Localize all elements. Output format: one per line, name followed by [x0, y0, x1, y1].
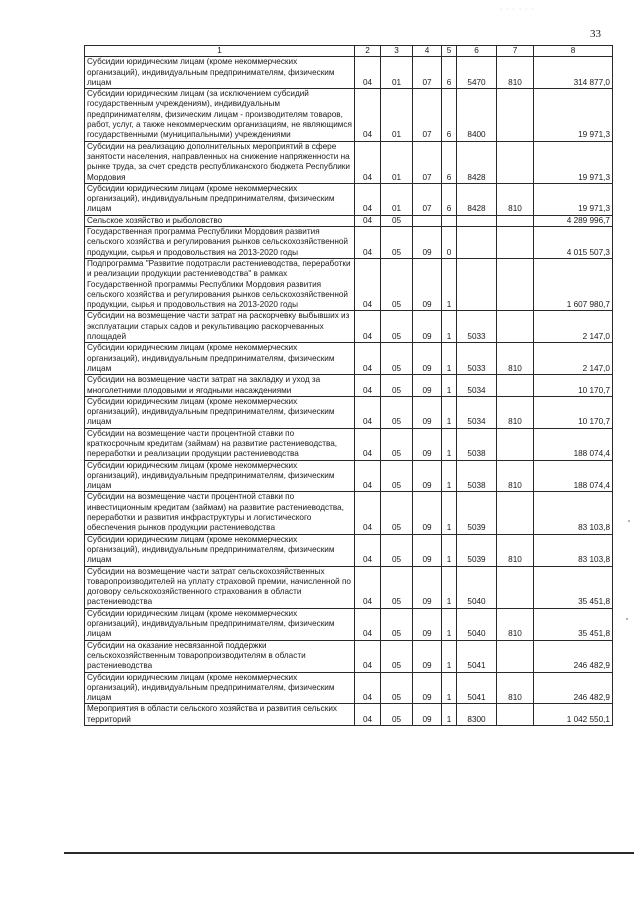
subprogram-code-cell: 6 [442, 141, 457, 183]
section-code-cell: 04 [355, 311, 381, 343]
amount-cell: 10 170,7 [534, 375, 613, 397]
subprogram-code-cell: 1 [442, 343, 457, 375]
expense-type-cell: 810 [497, 460, 534, 492]
expense-type-cell [497, 428, 534, 460]
subprogram-code-cell: 1 [442, 534, 457, 566]
section-code-cell: 04 [355, 343, 381, 375]
header-cell: 8 [534, 46, 613, 57]
header-cell: 2 [355, 46, 381, 57]
row-name-cell: Субсидии юридическим лицам (кроме некоммерческих организаций), индивидуальным предпринимателям, физическим лицам [85, 672, 355, 704]
table-row [85, 460, 613, 492]
table-row [85, 566, 613, 608]
expense-type-cell [497, 704, 534, 726]
row-name-cell: Субсидии юридическим лицам (кроме некоммерческих организаций), индивидуальным предпринимателям, физическим лицам [85, 396, 355, 428]
subsection-code-cell: 05 [381, 608, 413, 640]
section-code-cell: 04 [355, 566, 381, 608]
subsection-code-cell: 05 [381, 311, 413, 343]
target-code-cell: 5033 [457, 343, 497, 375]
row-name-cell: Субсидии юридическим лицам (кроме некоммерческих организаций), индивидуальным предпринимателям, физическим лицам [85, 343, 355, 375]
section-code-cell: 04 [355, 183, 381, 215]
expense-type-cell [497, 640, 534, 672]
target-code-cell: 5038 [457, 428, 497, 460]
program-code-cell: 07 [413, 57, 442, 89]
subsection-code-cell: 05 [381, 215, 413, 226]
program-code-cell: 09 [413, 311, 442, 343]
table-row [85, 57, 613, 89]
table-row [85, 89, 613, 141]
expense-type-cell: 810 [497, 396, 534, 428]
table-row [85, 258, 613, 310]
program-code-cell: 09 [413, 396, 442, 428]
program-code-cell: 09 [413, 375, 442, 397]
target-code-cell [457, 215, 497, 226]
header-cell: 7 [497, 46, 534, 57]
section-code-cell: 04 [355, 672, 381, 704]
program-code-cell: 07 [413, 141, 442, 183]
program-code-cell: 09 [413, 343, 442, 375]
target-code-cell: 8300 [457, 704, 497, 726]
header-cell: 3 [381, 46, 413, 57]
row-name-cell: Субсидии на возмещение части затрат сельскохозяйственных товаропроизводителей на уплату страховой премии, начисленной по договору сельскохозяйственного страхования в области растениеводства [85, 566, 355, 608]
row-name-cell: Субсидии юридическим лицам (кроме некоммерческих организаций), индивидуальным предпринимателям, физическим лицам [85, 534, 355, 566]
row-name-cell: Субсидии на реализацию дополнительных мероприятий в сфере занятости населения, направленных на снижение напряженности на рынке труда, за счет средств республиканского бюджета Республики Мордовия [85, 141, 355, 183]
subprogram-code-cell: 1 [442, 396, 457, 428]
amount-cell: 83 103,8 [534, 534, 613, 566]
program-code-cell: 09 [413, 534, 442, 566]
table-row [85, 672, 613, 704]
section-code-cell: 04 [355, 215, 381, 226]
section-code-cell: 04 [355, 258, 381, 310]
subprogram-code-cell: 1 [442, 258, 457, 310]
expense-type-cell [497, 215, 534, 226]
program-code-cell: 09 [413, 566, 442, 608]
subprogram-code-cell: 1 [442, 608, 457, 640]
amount-cell: 188 074,4 [534, 428, 613, 460]
program-code-cell: 09 [413, 258, 442, 310]
scan-dot [626, 618, 628, 620]
section-code-cell: 04 [355, 534, 381, 566]
table-body [85, 57, 613, 726]
subprogram-code-cell: 6 [442, 57, 457, 89]
table-row [85, 534, 613, 566]
row-name-cell: Субсидии юридическим лицам (кроме некоммерческих организаций), индивидуальным предпринимателям, физическим лицам [85, 608, 355, 640]
budget-table [84, 45, 613, 726]
amount-cell: 188 074,4 [534, 460, 613, 492]
expense-type-cell: 810 [497, 608, 534, 640]
table-row [85, 311, 613, 343]
table-row [85, 492, 613, 534]
subsection-code-cell: 05 [381, 258, 413, 310]
amount-cell: 19 971,3 [534, 183, 613, 215]
expense-type-cell [497, 375, 534, 397]
subsection-code-cell: 05 [381, 640, 413, 672]
section-code-cell: 04 [355, 89, 381, 141]
amount-cell: 35 451,8 [534, 566, 613, 608]
program-code-cell: 09 [413, 460, 442, 492]
subprogram-code-cell: 1 [442, 311, 457, 343]
table-header-row [85, 46, 613, 57]
program-code-cell: 09 [413, 672, 442, 704]
subsection-code-cell: 05 [381, 672, 413, 704]
row-name-cell: Субсидии юридическим лицам (кроме некоммерческих организаций), индивидуальным предпринимателям, физическим лицам [85, 460, 355, 492]
subsection-code-cell: 05 [381, 492, 413, 534]
header-cell: 1 [85, 46, 355, 57]
row-name-cell: Субсидии на возмещение части процентной ставки по краткосрочным кредитам (займам) на развитие растениеводства, переработки и реализации продукции растениеводства [85, 428, 355, 460]
subprogram-code-cell: 1 [442, 492, 457, 534]
subsection-code-cell: 05 [381, 375, 413, 397]
subsection-code-cell: 05 [381, 566, 413, 608]
table-row [85, 141, 613, 183]
program-code-cell: 09 [413, 608, 442, 640]
subsection-code-cell: 01 [381, 57, 413, 89]
subsection-code-cell: 05 [381, 227, 413, 259]
section-code-cell: 04 [355, 608, 381, 640]
row-name-cell: Субсидии на возмещение части затрат на закладку и уход за многолетними плодовыми и ягодными насаждениями [85, 375, 355, 397]
subprogram-code-cell: 1 [442, 428, 457, 460]
target-code-cell: 8428 [457, 183, 497, 215]
target-code-cell [457, 258, 497, 310]
target-code-cell: 5041 [457, 640, 497, 672]
subsection-code-cell: 01 [381, 141, 413, 183]
subsection-code-cell: 05 [381, 534, 413, 566]
subprogram-code-cell: 1 [442, 672, 457, 704]
row-name-cell: Государственная программа Республики Мордовия развития сельского хозяйства и регулирования рынков сельскохозяйственной продукции, сырья и продовольствия на 2013-2020 годы [85, 227, 355, 259]
amount-cell: 83 103,8 [534, 492, 613, 534]
subprogram-code-cell: 1 [442, 460, 457, 492]
subsection-code-cell: 05 [381, 460, 413, 492]
subsection-code-cell: 05 [381, 343, 413, 375]
expense-type-cell: 810 [497, 343, 534, 375]
subprogram-code-cell: 6 [442, 183, 457, 215]
subsection-code-cell: 01 [381, 183, 413, 215]
program-code-cell: 09 [413, 428, 442, 460]
subprogram-code-cell [442, 215, 457, 226]
subprogram-code-cell: 1 [442, 566, 457, 608]
subsection-code-cell: 05 [381, 704, 413, 726]
table-row [85, 428, 613, 460]
amount-cell: 246 482,9 [534, 640, 613, 672]
section-code-cell: 04 [355, 460, 381, 492]
target-code-cell: 8400 [457, 89, 497, 141]
subsection-code-cell: 05 [381, 428, 413, 460]
amount-cell: 19 971,3 [534, 141, 613, 183]
target-code-cell: 5033 [457, 311, 497, 343]
target-code-cell [457, 227, 497, 259]
section-code-cell: 04 [355, 492, 381, 534]
section-code-cell: 04 [355, 227, 381, 259]
table-row [85, 608, 613, 640]
section-code-cell: 04 [355, 396, 381, 428]
subsection-code-cell: 05 [381, 396, 413, 428]
subprogram-code-cell: 1 [442, 640, 457, 672]
program-code-cell: 09 [413, 704, 442, 726]
subprogram-code-cell: 0 [442, 227, 457, 259]
table-row [85, 375, 613, 397]
row-name-cell: Субсидии на оказание несвязанной поддержки сельскохозяйственным товаропроизводителям в области растениеводства [85, 640, 355, 672]
target-code-cell: 5034 [457, 375, 497, 397]
subprogram-code-cell: 1 [442, 375, 457, 397]
row-name-cell: Субсидии на возмещение части затрат на раскорчевку выбывших из эксплуатации старых садов и рекультивацию раскорчеванных площадей [85, 311, 355, 343]
program-code-cell: 07 [413, 183, 442, 215]
expense-type-cell [497, 141, 534, 183]
row-name-cell: Мероприятия в области сельского хозяйства и развития сельских территорий [85, 704, 355, 726]
header-cell: 4 [413, 46, 442, 57]
expense-type-cell: 810 [497, 534, 534, 566]
amount-cell: 4 289 996,7 [534, 215, 613, 226]
table-row [85, 183, 613, 215]
row-name-cell: Подпрограмма "Развитие подотрасли растениеводства, переработки и реализации продукции растениеводства" в рамках Государственной программы Республики Мордовия развития сельского хозяйства и регулирования рынков сельскохозяйственной продукции, сырья и продовольствия на 2013-2020 годы [85, 258, 355, 310]
section-code-cell: 04 [355, 640, 381, 672]
amount-cell: 246 482,9 [534, 672, 613, 704]
page-number: 33 [590, 28, 601, 40]
program-code-cell: 09 [413, 492, 442, 534]
program-code-cell: 09 [413, 640, 442, 672]
row-name-cell: Субсидии юридическим лицам (кроме некоммерческих организаций), индивидуальным предпринимателям, физическим лицам [85, 183, 355, 215]
amount-cell: 2 147,0 [534, 343, 613, 375]
amount-cell: 4 015 507,3 [534, 227, 613, 259]
scan-dot [628, 520, 630, 522]
section-code-cell: 04 [355, 375, 381, 397]
amount-cell: 10 170,7 [534, 396, 613, 428]
row-name-cell: Сельское хозяйство и рыболовство [85, 215, 355, 226]
target-code-cell: 8428 [457, 141, 497, 183]
row-name-cell: Субсидии на возмещение части процентной ставки по инвестиционным кредитам (займам) на развитие растениеводства, переработки и развития инфраструктуры и логистического обеспечения рынков продукции растениеводства [85, 492, 355, 534]
table-row [85, 640, 613, 672]
scan-marks: · · · · · · [500, 6, 535, 13]
table-row [85, 704, 613, 726]
expense-type-cell [497, 492, 534, 534]
target-code-cell: 5034 [457, 396, 497, 428]
expense-type-cell [497, 89, 534, 141]
target-code-cell: 5038 [457, 460, 497, 492]
expense-type-cell [497, 227, 534, 259]
table-row [85, 343, 613, 375]
target-code-cell: 5041 [457, 672, 497, 704]
row-name-cell: Субсидии юридическим лицам (кроме некоммерческих организаций), индивидуальным предпринимателям, физическим лицам [85, 57, 355, 89]
table-row [85, 227, 613, 259]
amount-cell: 2 147,0 [534, 311, 613, 343]
expense-type-cell: 810 [497, 672, 534, 704]
table-row [85, 396, 613, 428]
section-code-cell: 04 [355, 141, 381, 183]
amount-cell: 35 451,8 [534, 608, 613, 640]
target-code-cell: 5470 [457, 57, 497, 89]
section-code-cell: 04 [355, 704, 381, 726]
program-code-cell: 09 [413, 227, 442, 259]
section-code-cell: 04 [355, 57, 381, 89]
target-code-cell: 5040 [457, 566, 497, 608]
expense-type-cell [497, 258, 534, 310]
row-name-cell: Субсидии юридическим лицам (за исключением субсидий государственным учреждениям), индивидуальным предпринимателям, физическим лицам - производителям товаров, работ, услуг, а также некоммерческим организациям, не являющимся государственными (муниципальными) учреждениями [85, 89, 355, 141]
subsection-code-cell: 01 [381, 89, 413, 141]
target-code-cell: 5039 [457, 534, 497, 566]
table-row [85, 215, 613, 226]
amount-cell: 314 877,0 [534, 57, 613, 89]
expense-type-cell: 810 [497, 183, 534, 215]
amount-cell: 1 607 980,7 [534, 258, 613, 310]
subprogram-code-cell: 6 [442, 89, 457, 141]
expense-type-cell: 810 [497, 57, 534, 89]
expense-type-cell [497, 566, 534, 608]
header-cell: 5 [442, 46, 457, 57]
amount-cell: 1 042 550,1 [534, 704, 613, 726]
target-code-cell: 5039 [457, 492, 497, 534]
program-code-cell: 07 [413, 89, 442, 141]
header-cell: 6 [457, 46, 497, 57]
program-code-cell [413, 215, 442, 226]
target-code-cell: 5040 [457, 608, 497, 640]
amount-cell: 19 971,3 [534, 89, 613, 141]
footer-rule [64, 852, 634, 854]
expense-type-cell [497, 311, 534, 343]
section-code-cell: 04 [355, 428, 381, 460]
subprogram-code-cell: 1 [442, 704, 457, 726]
